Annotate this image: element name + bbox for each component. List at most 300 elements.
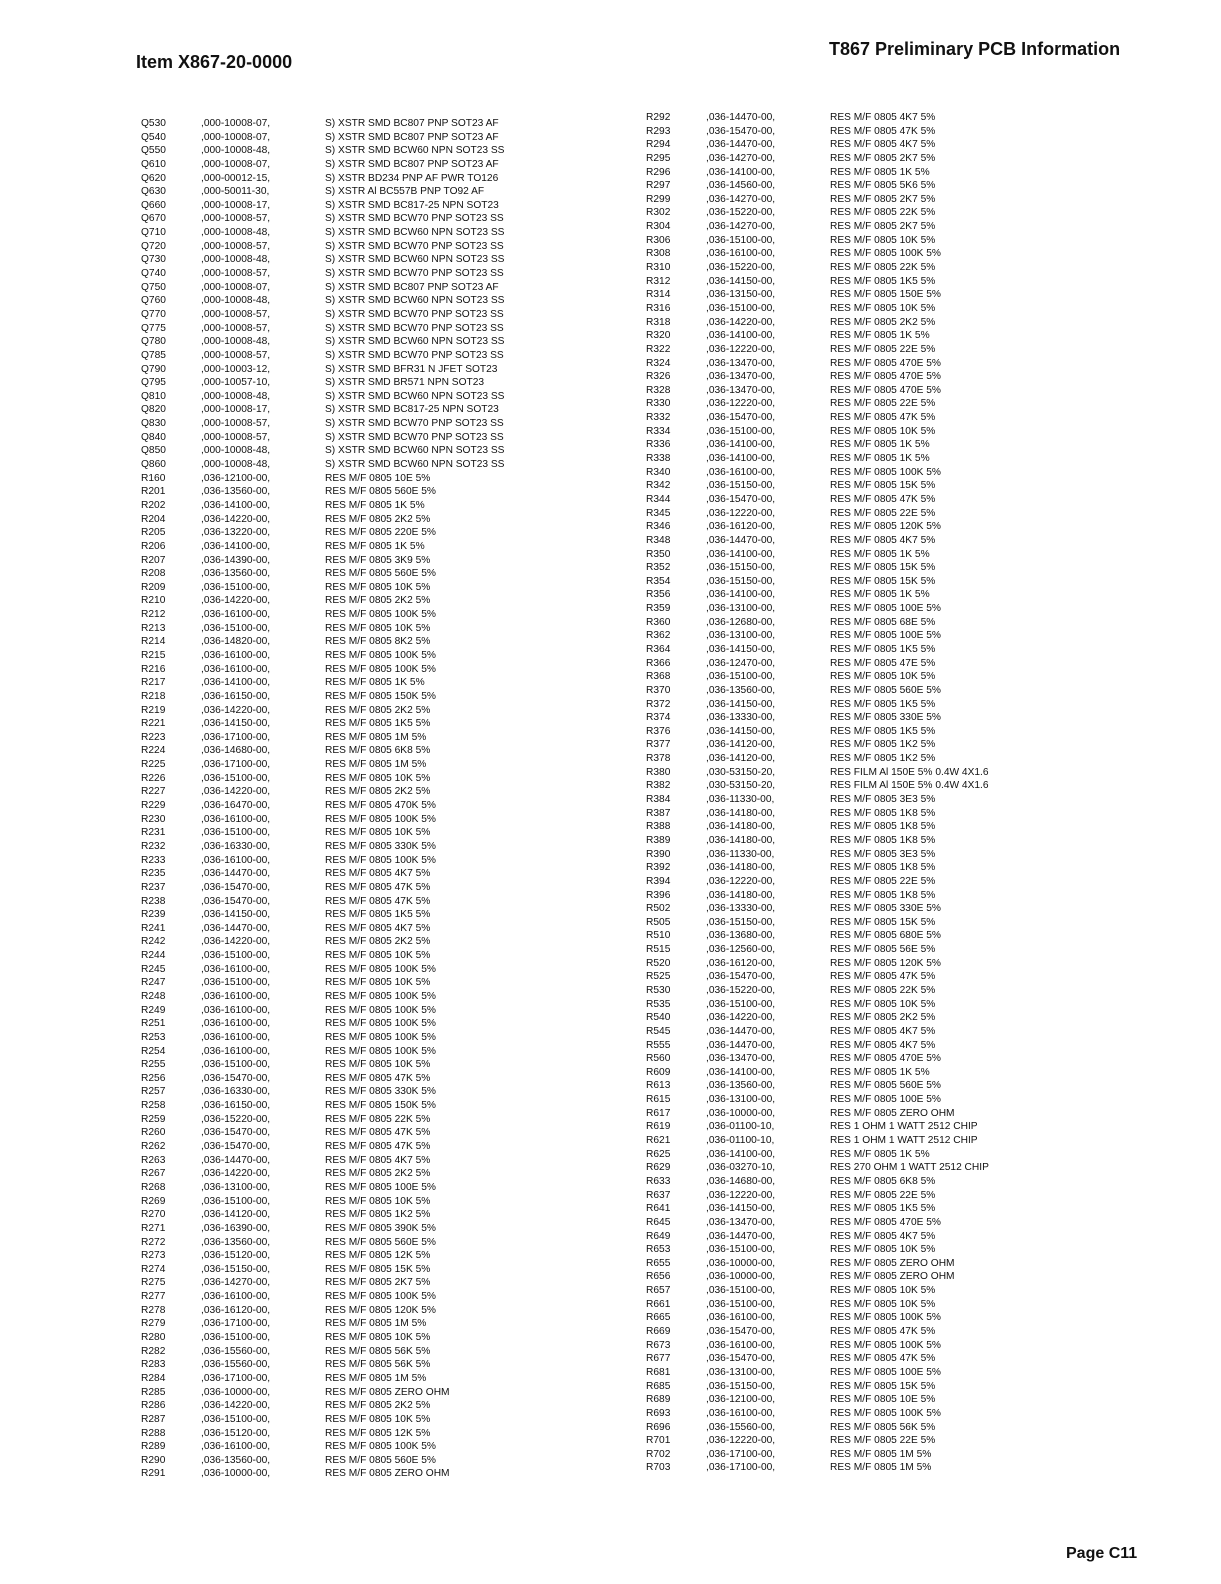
ref-designator: R387 xyxy=(646,807,671,819)
part-number: ,036-15470-00, xyxy=(706,1326,776,1338)
ref-designator: R275 xyxy=(141,1277,166,1289)
ref-designator: R299 xyxy=(646,193,671,205)
part-row xyxy=(141,458,504,472)
part-description: RES M/F 0805 100K 5% xyxy=(325,813,436,825)
ref-designator: R302 xyxy=(646,207,671,219)
ref-designator: R560 xyxy=(646,1053,671,1065)
part-description: RES M/F 0805 100E 5% xyxy=(325,1181,436,1193)
part-row xyxy=(646,288,989,302)
part-number: ,036-13100-00, xyxy=(706,630,776,642)
part-number: ,000-10008-48, xyxy=(201,336,271,348)
ref-designator: R279 xyxy=(141,1318,166,1330)
part-description: RES M/F 0805 100K 5% xyxy=(325,1031,436,1043)
part-number: ,036-16100-00, xyxy=(706,466,776,478)
ref-designator: R304 xyxy=(646,221,671,233)
part-row xyxy=(646,984,989,998)
ref-designator: R681 xyxy=(646,1366,671,1378)
part-description: RES M/F 0805 47E 5% xyxy=(830,657,936,669)
part-row xyxy=(141,799,504,813)
part-row xyxy=(141,349,504,363)
part-row xyxy=(646,357,989,371)
part-description: RES M/F 0805 ZERO OHM xyxy=(830,1107,955,1119)
ref-designator: R621 xyxy=(646,1135,671,1147)
part-row xyxy=(141,758,504,772)
ref-designator: R609 xyxy=(646,1066,671,1078)
part-row xyxy=(646,1079,989,1093)
part-row xyxy=(646,793,989,807)
part-row xyxy=(646,725,989,739)
part-description: RES M/F 0805 22K 5% xyxy=(830,262,936,274)
part-row xyxy=(141,785,504,799)
part-number: ,036-12220-00, xyxy=(706,875,776,887)
part-row xyxy=(141,472,504,486)
ref-designator: R267 xyxy=(141,1168,166,1180)
part-description: RES M/F 0805 1K2 5% xyxy=(830,739,936,751)
part-number: ,036-16100-00, xyxy=(201,854,271,866)
part-description: RES M/F 0805 1K5 5% xyxy=(830,698,936,710)
part-row xyxy=(141,144,504,158)
part-number: ,036-14470-00, xyxy=(706,1230,776,1242)
part-row xyxy=(646,1325,989,1339)
part-row xyxy=(141,485,504,499)
part-number: ,036-13680-00, xyxy=(706,930,776,942)
part-number: ,036-10000-00, xyxy=(201,1468,271,1480)
part-row xyxy=(141,922,504,936)
part-number: ,036-10000-00, xyxy=(706,1107,776,1119)
part-number: ,036-14150-00, xyxy=(706,725,776,737)
part-row xyxy=(141,1058,504,1072)
part-number: ,036-14100-00, xyxy=(706,453,776,465)
part-description: RES M/F 0805 10K 5% xyxy=(325,1413,431,1425)
ref-designator: R259 xyxy=(141,1113,166,1125)
ref-designator: R344 xyxy=(646,493,671,505)
part-description: S) XSTR SMD BC807 PNP SOT23 AF xyxy=(325,131,499,143)
ref-designator: R354 xyxy=(646,575,671,587)
part-row xyxy=(141,772,504,786)
part-number: ,000-10008-07, xyxy=(201,158,271,170)
part-number: ,036-15150-00, xyxy=(706,916,776,928)
part-description: RES M/F 0805 470E 5% xyxy=(830,1053,941,1065)
part-description: S) XSTR SMD BC807 PNP SOT23 AF xyxy=(325,118,499,129)
ref-designator: R209 xyxy=(141,581,166,593)
part-row xyxy=(141,717,504,731)
part-row xyxy=(141,867,504,881)
part-row xyxy=(141,976,504,990)
part-description: RES M/F 0805 2K2 5% xyxy=(830,316,936,328)
part-description: S) XSTR SMD BCW60 NPN SOT23 SS xyxy=(325,390,505,402)
part-row xyxy=(646,943,989,957)
ref-designator: R293 xyxy=(646,125,671,137)
part-number: ,036-01100-10, xyxy=(706,1121,775,1133)
part-description: RES M/F 0805 100K 5% xyxy=(830,248,941,260)
part-row xyxy=(646,384,989,398)
part-row xyxy=(646,998,989,1012)
part-row xyxy=(141,1345,504,1359)
ref-designator: R345 xyxy=(646,507,671,519)
part-description: RES M/F 0805 15K 5% xyxy=(830,916,936,928)
part-row xyxy=(141,1263,504,1277)
part-description: RES M/F 0805 100K 5% xyxy=(325,991,436,1002)
part-description: RES M/F 0805 ZERO OHM xyxy=(830,1271,955,1283)
part-number: ,000-10008-57, xyxy=(201,268,271,280)
part-number: ,036-14270-00, xyxy=(706,152,776,164)
part-description: S) XSTR SMD BCW60 NPN SOT23 SS xyxy=(325,459,505,471)
part-row xyxy=(141,908,504,922)
part-number: ,036-10000-00, xyxy=(706,1257,776,1269)
ref-designator: R232 xyxy=(141,840,166,852)
part-number: ,036-15150-00, xyxy=(706,1380,776,1392)
ref-designator: R340 xyxy=(646,466,671,478)
part-number: ,036-14470-00, xyxy=(201,1154,271,1166)
part-description: RES M/F 0805 330E 5% xyxy=(830,712,941,724)
ref-designator: R285 xyxy=(141,1386,166,1398)
ref-designator: R258 xyxy=(141,1100,166,1112)
part-row xyxy=(646,370,989,384)
part-number: ,000-10008-48, xyxy=(201,145,271,157)
part-description: RES M/F 0805 100K 5% xyxy=(830,1407,941,1419)
part-description: RES M/F 0805 120K 5% xyxy=(830,957,941,969)
part-description: RES M/F 0805 330K 5% xyxy=(325,1086,436,1098)
part-row xyxy=(141,117,504,131)
ref-designator: R665 xyxy=(646,1312,671,1324)
part-description: RES M/F 0805 12K 5% xyxy=(325,1250,431,1262)
part-row xyxy=(646,343,989,357)
part-description: RES M/F 0805 560E 5% xyxy=(325,568,436,580)
part-number: ,036-14270-00, xyxy=(706,221,776,233)
part-description: RES M/F 0805 3E3 5% xyxy=(830,848,936,860)
part-number: ,036-14470-00, xyxy=(706,139,776,151)
part-row xyxy=(646,166,989,180)
ref-designator: R218 xyxy=(141,690,166,702)
ref-designator: R324 xyxy=(646,357,671,369)
ref-designator: R294 xyxy=(646,139,671,151)
part-description: RES M/F 0805 1M 5% xyxy=(325,759,427,771)
ref-designator: Q710 xyxy=(141,227,166,239)
part-number: ,036-16120-00, xyxy=(706,521,776,533)
ref-designator: R283 xyxy=(141,1359,166,1371)
ref-designator: Q770 xyxy=(141,308,166,320)
ref-designator: R242 xyxy=(141,936,166,948)
part-row xyxy=(141,1276,504,1290)
ref-designator: R254 xyxy=(141,1045,166,1057)
ref-designator: Q785 xyxy=(141,349,166,361)
part-row xyxy=(646,1448,989,1462)
part-description: RES M/F 0805 100K 5% xyxy=(325,663,436,675)
part-description: RES M/F 0805 1K 5% xyxy=(830,1066,930,1078)
ref-designator: R318 xyxy=(646,316,671,328)
ref-designator: R394 xyxy=(646,875,671,887)
part-description: RES M/F 0805 47K 5% xyxy=(830,412,936,424)
ref-designator: R655 xyxy=(646,1257,671,1269)
part-row xyxy=(646,193,989,207)
part-row xyxy=(141,240,504,254)
part-row xyxy=(646,1311,989,1325)
ref-designator: R213 xyxy=(141,622,166,634)
part-row xyxy=(646,452,989,466)
ref-designator: R247 xyxy=(141,977,166,989)
ref-designator: R378 xyxy=(646,753,671,765)
part-row xyxy=(646,1380,989,1394)
part-number: ,036-13560-00, xyxy=(706,1080,776,1092)
part-number: ,036-17100-00, xyxy=(201,1372,271,1384)
ref-designator: R249 xyxy=(141,1004,166,1016)
part-number: ,036-14100-00, xyxy=(706,330,776,342)
part-row xyxy=(646,848,989,862)
part-row xyxy=(646,220,989,234)
part-row xyxy=(141,1290,504,1304)
ref-designator: Q630 xyxy=(141,186,166,198)
part-row xyxy=(141,1454,504,1468)
part-number: ,036-14220-00, xyxy=(706,316,776,328)
ref-designator: R284 xyxy=(141,1372,166,1384)
part-row xyxy=(646,861,989,875)
part-description: RES M/F 0805 1K 5% xyxy=(830,439,930,451)
part-description: RES M/F 0805 10E 5% xyxy=(830,1394,936,1406)
ref-designator: R255 xyxy=(141,1059,166,1071)
part-row xyxy=(646,779,989,793)
part-number: ,036-16100-00, xyxy=(706,248,776,260)
part-number: ,000-10008-48, xyxy=(201,445,271,457)
part-description: RES M/F 0805 680E 5% xyxy=(830,930,941,942)
part-row xyxy=(646,1243,989,1257)
part-number: ,036-16100-00, xyxy=(201,649,271,661)
part-row xyxy=(141,1236,504,1250)
ref-designator: R368 xyxy=(646,671,671,683)
part-row xyxy=(141,744,504,758)
part-description: RES M/F 0805 4K7 5% xyxy=(830,1039,936,1051)
ref-designator: R372 xyxy=(646,698,671,710)
ref-designator: R360 xyxy=(646,616,671,628)
part-description: RES M/F 0805 2K2 5% xyxy=(325,595,431,607)
part-row xyxy=(646,520,989,534)
part-number: ,036-14220-00, xyxy=(201,595,271,607)
ref-designator: Q775 xyxy=(141,322,166,334)
part-number: ,000-10008-57, xyxy=(201,240,271,252)
part-number: ,030-53150-20, xyxy=(706,766,776,778)
ref-designator: Q850 xyxy=(141,445,166,457)
ref-designator: R661 xyxy=(646,1298,671,1310)
part-description: RES M/F 0805 15K 5% xyxy=(325,1263,431,1275)
ref-designator: R545 xyxy=(646,1025,671,1037)
ref-designator: R292 xyxy=(646,112,671,123)
part-number: ,036-13470-00, xyxy=(706,1216,776,1228)
ref-designator: R625 xyxy=(646,1148,671,1160)
part-description: RES M/F 0805 100K 5% xyxy=(325,1441,436,1453)
part-description: RES M/F 0805 2K7 5% xyxy=(830,221,936,233)
part-number: ,036-14180-00, xyxy=(706,834,776,846)
part-number: ,036-14270-00, xyxy=(706,193,776,205)
part-number: ,036-16390-00, xyxy=(201,1222,271,1234)
ref-designator: R306 xyxy=(646,234,671,246)
part-description: RES M/F 0805 10K 5% xyxy=(325,1332,431,1344)
part-number: ,030-53150-20, xyxy=(706,780,776,792)
ref-designator: Q750 xyxy=(141,281,166,293)
ref-designator: R208 xyxy=(141,568,166,580)
part-number: ,036-16100-00, xyxy=(706,1339,776,1351)
part-number: ,036-16150-00, xyxy=(201,1100,271,1112)
part-row xyxy=(141,567,504,581)
ref-designator: R520 xyxy=(646,957,671,969)
ref-designator: R359 xyxy=(646,603,671,615)
part-description: RES M/F 0805 100E 5% xyxy=(830,603,941,615)
part-number: ,036-13150-00, xyxy=(706,289,776,301)
part-row xyxy=(646,1189,989,1203)
ref-designator: Q760 xyxy=(141,295,166,307)
part-number: ,036-16100-00, xyxy=(706,1312,776,1324)
part-number: ,036-14680-00, xyxy=(706,1175,776,1187)
part-row xyxy=(646,1011,989,1025)
part-number: ,036-17100-00, xyxy=(201,759,271,771)
part-number: ,036-03270-10, xyxy=(706,1162,776,1174)
part-number: ,036-15470-00, xyxy=(706,1353,776,1365)
part-description: S) XSTR SMD BCW70 PNP SOT23 SS xyxy=(325,213,504,225)
part-number: ,000-10008-57, xyxy=(201,213,271,225)
ref-designator: R615 xyxy=(646,1094,671,1106)
part-row xyxy=(141,417,504,431)
part-number: ,000-10008-07, xyxy=(201,281,271,293)
part-number: ,036-14120-00, xyxy=(201,1209,271,1221)
part-row xyxy=(141,335,504,349)
part-description: S) XSTR SMD BCW60 NPN SOT23 SS xyxy=(325,254,505,266)
part-number: ,036-15100-00, xyxy=(201,1059,271,1071)
part-row xyxy=(646,875,989,889)
part-description: RES 270 OHM 1 WATT 2512 CHIP xyxy=(830,1162,989,1174)
ref-designator: R205 xyxy=(141,527,166,539)
part-number: ,036-13560-00, xyxy=(201,568,271,580)
ref-designator: R210 xyxy=(141,595,166,607)
ref-designator: R657 xyxy=(646,1285,671,1297)
part-row xyxy=(141,1386,504,1400)
ref-designator: R316 xyxy=(646,302,671,314)
part-description: RES M/F 0805 220E 5% xyxy=(325,527,436,539)
part-number: ,000-10008-48, xyxy=(201,254,271,266)
part-description: RES M/F 0805 100K 5% xyxy=(830,1339,941,1351)
ref-designator: R376 xyxy=(646,725,671,737)
part-description: RES M/F 0805 1K5 5% xyxy=(830,275,936,287)
part-number: ,036-15470-00, xyxy=(706,125,776,137)
ref-designator: R248 xyxy=(141,991,166,1002)
part-row xyxy=(646,916,989,930)
part-number: ,036-16330-00, xyxy=(201,840,271,852)
ref-designator: R273 xyxy=(141,1250,166,1262)
part-description: RES M/F 0805 470K 5% xyxy=(325,800,436,812)
part-row xyxy=(646,752,989,766)
part-number: ,036-13470-00, xyxy=(706,371,776,383)
part-number: ,036-15560-00, xyxy=(706,1421,776,1433)
part-number: ,036-16100-00, xyxy=(201,813,271,825)
part-row xyxy=(141,1399,504,1413)
part-row xyxy=(646,766,989,780)
part-row xyxy=(646,902,989,916)
part-row xyxy=(646,657,989,671)
part-number: ,000-10008-48, xyxy=(201,459,271,471)
part-row xyxy=(141,663,504,677)
part-number: ,036-12220-00, xyxy=(706,1435,776,1447)
part-description: S) XSTR SMD BCW60 NPN SOT23 SS xyxy=(325,145,505,157)
part-number: ,036-16100-00, xyxy=(201,1291,271,1303)
part-row xyxy=(141,1126,504,1140)
part-number: ,036-15470-00, xyxy=(706,412,776,424)
part-row xyxy=(646,1352,989,1366)
part-description: RES M/F 0805 10K 5% xyxy=(325,977,431,989)
part-number: ,036-14220-00, xyxy=(201,1400,271,1412)
ref-designator: R227 xyxy=(141,786,166,798)
part-row xyxy=(646,1257,989,1271)
part-row xyxy=(141,1208,504,1222)
ref-designator: R251 xyxy=(141,1018,166,1030)
ref-designator: R702 xyxy=(646,1448,671,1460)
part-number: ,036-15100-00, xyxy=(706,425,776,437)
ref-designator: R629 xyxy=(646,1162,671,1174)
part-description: RES M/F 0805 4K7 5% xyxy=(325,868,431,880)
part-description: RES M/F 0805 2K2 5% xyxy=(325,704,431,716)
part-row xyxy=(141,403,504,417)
part-description: RES M/F 0805 4K7 5% xyxy=(325,922,431,934)
part-row xyxy=(646,1052,989,1066)
part-row xyxy=(646,643,989,657)
part-description: RES M/F 0805 56K 5% xyxy=(830,1421,936,1433)
part-number: ,036-15560-00, xyxy=(201,1345,271,1357)
part-number: ,036-10000-00, xyxy=(706,1271,776,1283)
part-description: RES M/F 0805 2K2 5% xyxy=(325,786,431,798)
part-description: RES M/F 0805 4K7 5% xyxy=(830,139,936,151)
part-row xyxy=(141,226,504,240)
ref-designator: R286 xyxy=(141,1400,166,1412)
part-description: RES M/F 0805 8K2 5% xyxy=(325,636,431,648)
part-number: ,036-14150-00, xyxy=(706,275,776,287)
part-row xyxy=(141,281,504,295)
part-row xyxy=(141,1440,504,1454)
part-number: ,036-12100-00, xyxy=(201,472,271,484)
part-row xyxy=(141,622,504,636)
part-row xyxy=(646,316,989,330)
part-number: ,036-14220-00, xyxy=(201,513,271,525)
ref-designator: R288 xyxy=(141,1427,166,1439)
part-row xyxy=(646,548,989,562)
part-description: RES M/F 0805 1K8 5% xyxy=(830,821,936,833)
part-row xyxy=(141,881,504,895)
ref-designator: Q810 xyxy=(141,390,166,402)
part-description: S) XSTR SMD BCW70 PNP SOT23 SS xyxy=(325,418,504,430)
part-description: S) XSTR SMD BCW60 NPN SOT23 SS xyxy=(325,445,505,457)
part-description: RES M/F 0805 10K 5% xyxy=(325,950,431,962)
part-number: ,036-15150-00, xyxy=(706,562,776,574)
part-description: RES M/F 0805 22E 5% xyxy=(830,507,936,519)
part-description: RES M/F 0805 4K7 5% xyxy=(830,534,936,546)
ref-designator: Q740 xyxy=(141,268,166,280)
part-number: ,036-16100-00, xyxy=(201,609,271,621)
part-row xyxy=(646,493,989,507)
ref-designator: R346 xyxy=(646,521,671,533)
part-number: ,036-15560-00, xyxy=(201,1359,271,1371)
ref-designator: R207 xyxy=(141,554,166,566)
part-number: ,036-15470-00, xyxy=(201,1127,271,1139)
ref-designator: R693 xyxy=(646,1407,671,1419)
part-description: RES FILM Al 150E 5% 0.4W 4X1.6 xyxy=(830,766,989,778)
part-row xyxy=(141,1222,504,1236)
part-row xyxy=(646,479,989,493)
part-description: RES M/F 0805 1K8 5% xyxy=(830,834,936,846)
part-description: S) XSTR SMD BC807 PNP SOT23 AF xyxy=(325,281,499,293)
part-row xyxy=(646,466,989,480)
part-number: ,036-15100-00, xyxy=(706,1298,776,1310)
part-description: S) XSTR SMD BCW70 PNP SOT23 SS xyxy=(325,431,504,443)
ref-designator: R263 xyxy=(141,1154,166,1166)
part-number: ,036-14180-00, xyxy=(706,807,776,819)
part-description: RES M/F 0805 10K 5% xyxy=(830,671,936,683)
ref-designator: R312 xyxy=(646,275,671,287)
part-description: RES M/F 0805 47K 5% xyxy=(325,1127,431,1139)
